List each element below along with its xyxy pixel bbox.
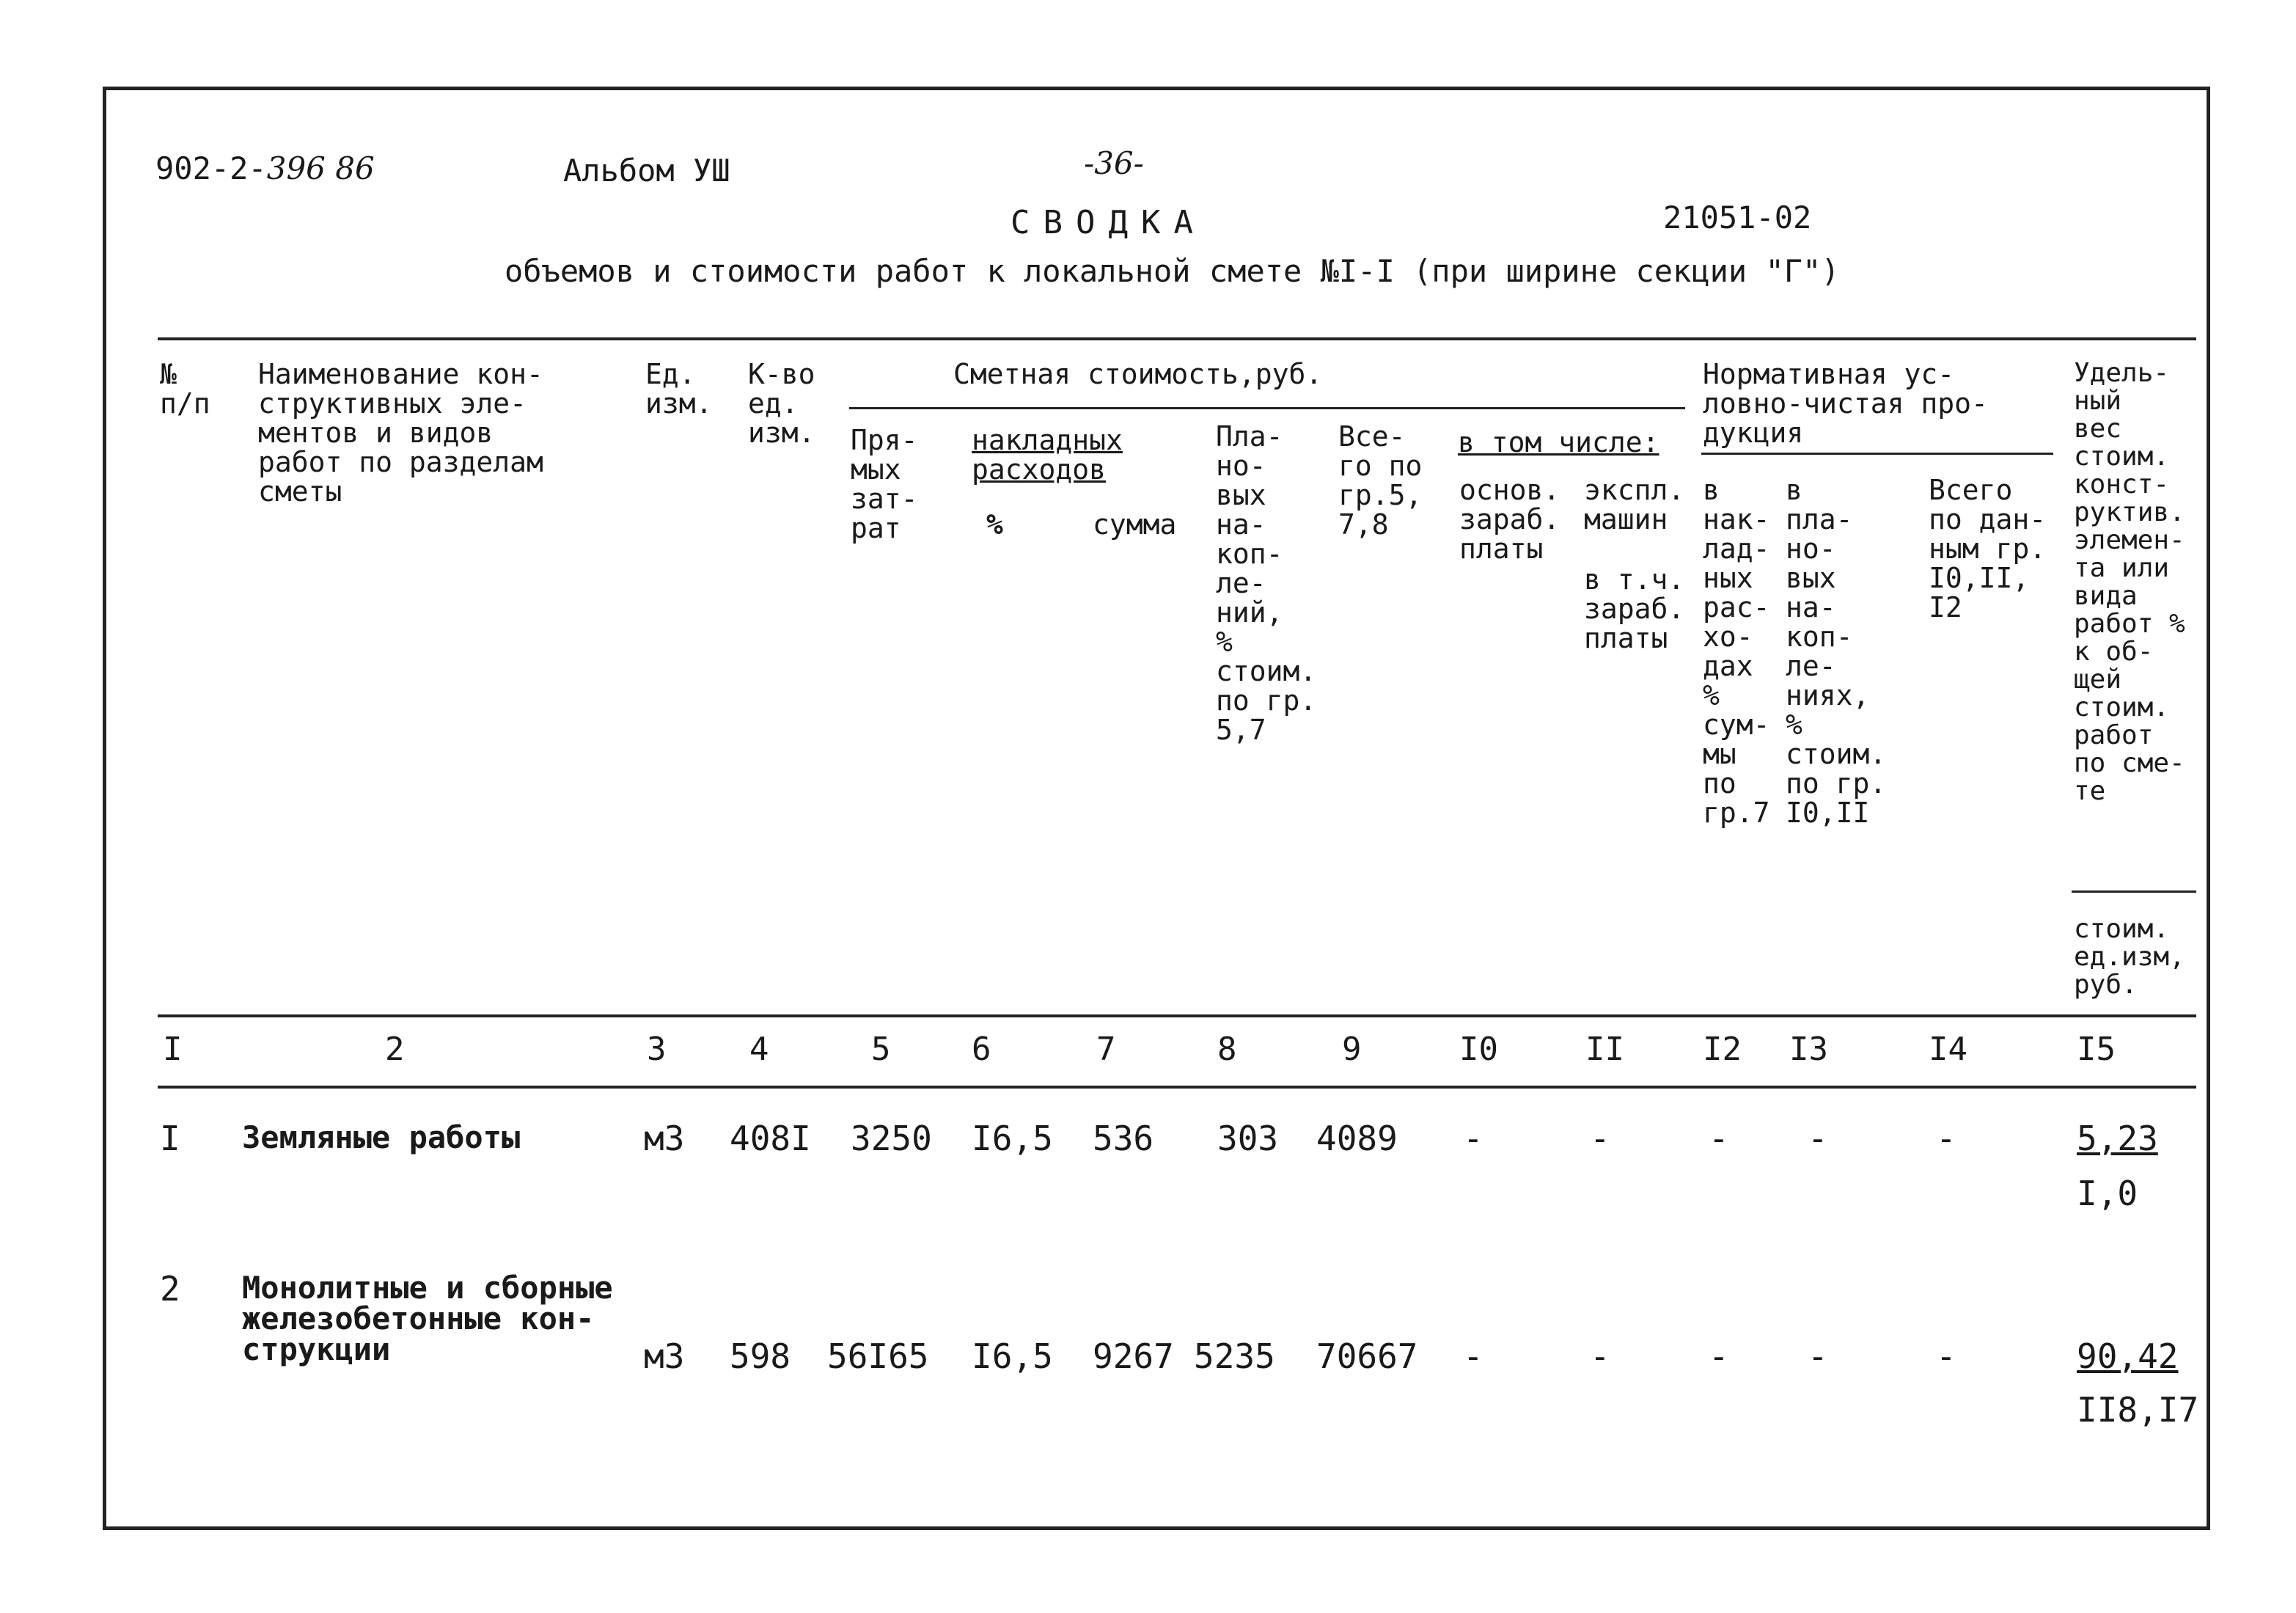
- col-numbers-rule: [158, 1086, 2196, 1089]
- row-share-percent: 90,42: [2077, 1336, 2179, 1376]
- header-cost-group: Сметная стоимость,руб.: [953, 358, 1323, 390]
- header-col15-bottom: стоим. ед.изм, руб.: [2074, 914, 2185, 1000]
- header-col13: в пла- но- вых на- коп- ле- ниях, % стоим. по гр. I0,II: [1786, 474, 1887, 829]
- header-col11-bottom: в т.ч. зараб. платы: [1584, 563, 1685, 654]
- page-number: -36-: [1084, 145, 1144, 181]
- row-overhead-percent: I6,5: [972, 1119, 1053, 1158]
- row-col10: -: [1463, 1336, 1483, 1376]
- row-col11: -: [1590, 1119, 1610, 1158]
- cost-group-rule: [849, 407, 1685, 409]
- row-col12: -: [1709, 1119, 1729, 1158]
- row-col14: -: [1936, 1336, 1956, 1376]
- row-number: I: [160, 1119, 180, 1158]
- row-col10: -: [1463, 1119, 1483, 1158]
- header-col2: Наименование кон- структивных эле- ментов и видов работ по разделам сметы: [258, 358, 543, 508]
- header-norm-group: Нормативная ус- ловно-чистая про- дукция: [1703, 358, 1988, 449]
- col-number-7: 7: [1096, 1031, 1116, 1068]
- col-number-1: I: [163, 1031, 183, 1068]
- header-col7: сумма: [1093, 508, 1177, 541]
- row-unit: м3: [644, 1119, 685, 1158]
- header-col5: Пря- мых зат- рат: [851, 424, 918, 544]
- col-number-15: I5: [2077, 1031, 2116, 1068]
- col-number-12: I2: [1703, 1031, 1742, 1068]
- row-quantity: 408I: [730, 1119, 811, 1158]
- row-overhead-sum: 9267: [1093, 1336, 1174, 1376]
- row-col13: -: [1808, 1119, 1828, 1158]
- registration-number: 21051-02: [1663, 200, 1812, 235]
- header-col3: Ед. изм.: [645, 358, 713, 420]
- row-col11: -: [1590, 1336, 1610, 1376]
- col-number-4: 4: [749, 1031, 769, 1068]
- header-col8: Пла- но- вых на- коп- ле- ний, % стоим. по гр. 5,7: [1216, 420, 1317, 746]
- col-number-9: 9: [1342, 1031, 1362, 1068]
- header-overhead-group: накладных расходов: [972, 424, 1123, 486]
- row-total: 70667: [1316, 1336, 1418, 1376]
- header-col1: № п/п: [160, 358, 210, 420]
- row-overhead-sum: 536: [1093, 1119, 1154, 1158]
- col-number-3: 3: [647, 1031, 667, 1068]
- row-number: 2: [160, 1269, 180, 1309]
- col-number-11: II: [1585, 1031, 1624, 1068]
- header-bottom-rule: [158, 1014, 2196, 1017]
- row-col12: -: [1709, 1336, 1729, 1376]
- header-col11-top: экспл. машин: [1584, 474, 1685, 535]
- col-number-13: I3: [1789, 1031, 1828, 1068]
- document-subtitle: объемов и стоимости работ к локальной смете №I-I (при ширине секции "Г"): [505, 253, 1840, 289]
- document-code: 902-2-396 86: [155, 150, 375, 186]
- row-quantity: 598: [730, 1336, 791, 1376]
- col-number-2: 2: [385, 1031, 405, 1068]
- row-name: Земляные работы: [242, 1119, 521, 1155]
- header-col6: %: [986, 508, 1003, 541]
- col-number-10: I0: [1459, 1031, 1498, 1068]
- row-share-percent: 5,23: [2077, 1119, 2158, 1158]
- row-unit: м3: [644, 1336, 685, 1376]
- row-planned-savings: 5235: [1194, 1336, 1275, 1376]
- row-col13: -: [1808, 1336, 1828, 1376]
- row-name: Монолитные и сборные железобетонные кон- струкции: [242, 1270, 613, 1367]
- row-overhead-percent: I6,5: [972, 1336, 1053, 1376]
- header-col4: К-во ед. изм.: [748, 358, 815, 449]
- header-col9: Все- го по гр.5, 7,8: [1338, 420, 1423, 541]
- table-top-rule: [158, 337, 2196, 340]
- header-including: в том числе:: [1458, 426, 1659, 458]
- row-direct-costs: 56I65: [827, 1336, 929, 1376]
- row-planned-savings: 303: [1217, 1119, 1279, 1158]
- norm-group-rule: [1701, 453, 2053, 455]
- col15-divider-rule: [2072, 890, 2196, 893]
- row-direct-costs: 3250: [851, 1119, 932, 1158]
- header-col10: основ. зараб. платы: [1459, 474, 1560, 565]
- header-col15-top: Удель- ный вес стоим. конст- руктив. элемен- та или вида работ % к об- щей стоим. работ по сме- те: [2074, 358, 2185, 806]
- row-total: 4089: [1316, 1119, 1398, 1158]
- row-unit-cost: I,0: [2077, 1174, 2138, 1213]
- col-number-5: 5: [871, 1031, 891, 1068]
- document-title: СВОДКА: [1011, 204, 1206, 241]
- header-col14: Всего по дан- ным гр. I0,II, I2: [1929, 474, 2047, 623]
- row-unit-cost: II8,I7: [2077, 1390, 2199, 1430]
- col-number-6: 6: [972, 1031, 991, 1068]
- col-number-8: 8: [1217, 1031, 1237, 1068]
- col-number-14: I4: [1929, 1031, 1967, 1068]
- album-label: Альбом УШ: [563, 153, 730, 189]
- header-col12: в нак- лад- ных рас- хо- дах % сум- мы по гр.7: [1703, 474, 1770, 829]
- row-col14: -: [1936, 1119, 1956, 1158]
